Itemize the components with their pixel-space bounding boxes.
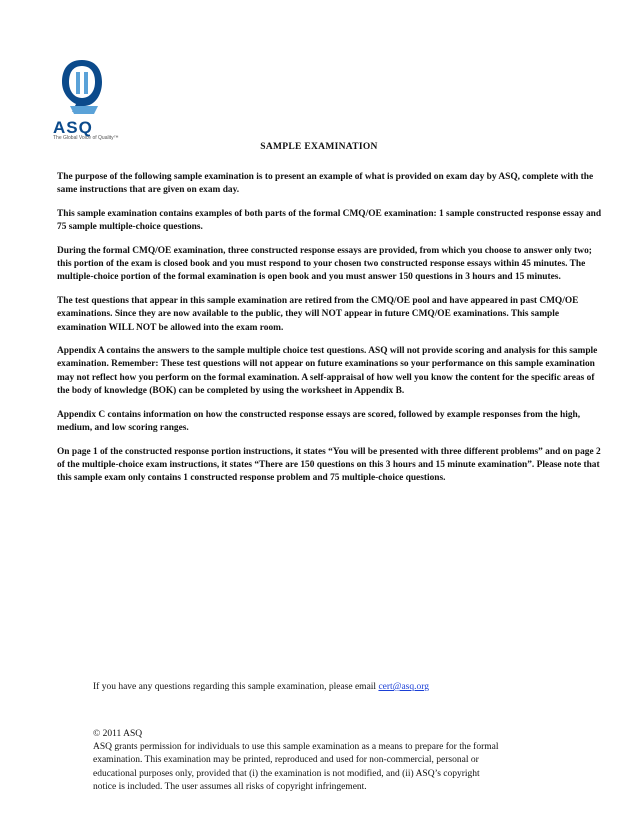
logo-tagline: The Global Voice of Quality™: [53, 135, 119, 141]
permission-line: examination. This examination may be printed, reproduced and used for non-commercial, personal or: [93, 755, 479, 766]
contact-text: If you have any questions regarding this sample examination, please email: [93, 682, 379, 692]
paragraph: During the formal CMQ/OE examination, three constructed response essays are provided, from which you choose to answer only two; this portion of the exam is closed book and you must respond to your chosen two constructed response essays within 45 minutes. The multiple-choice portion of the formal examination is open book and you must answer 150 questions in 3 hours and 15 minutes.: [57, 245, 592, 283]
contact-line: [93, 682, 429, 692]
permission-line: notice is included. The user assumes all risks of copyright infringement.: [93, 781, 367, 792]
logo-brand: ASQ: [53, 118, 93, 137]
paragraph: Appendix A contains the answers to the sample multiple choice test questions. ASQ will not provide scoring and analysis for this sample examination. Remember: These test questions will not appear on future examinations so your performance on this sample examination may not reflect how you perform on the formal examination. A self-appraisal of how well you know the content for the specific areas of the body of knowledge (BOK) can be completed by using the worksheet in Appendix B.: [57, 346, 598, 397]
contact-email-link[interactable]: cert@asq.org: [378, 682, 429, 692]
copyright-block: [93, 728, 563, 794]
permission-line: ASQ grants permission for individuals to use this sample examination as a means to prepare for the formal: [93, 742, 499, 753]
document-body: [57, 171, 605, 496]
paragraph: On page 1 of the constructed response portion instructions, it states “You will be presented with three different problems” and on page 2 of the multiple-choice exam instructions, it states “There are 150 questions on this 3 hours and 15 minute examination”. Please note that this sample exam only contains 1 constructed response problem and 75 multiple-choice questions.: [57, 446, 601, 484]
paragraph: Appendix C contains information on how the constructed response essays are scored, followed by example responses from the high, medium, and low scoring ranges.: [57, 409, 581, 434]
permission-line: educational purposes only, provided that (i) the examination is not modified, and (ii) ASQ’s copyright: [93, 768, 480, 779]
page-title: SAMPLE EXAMINATION: [260, 142, 378, 152]
paragraph: The purpose of the following sample examination is to present an example of what is provided on exam day by ASQ, complete with the same instructions that are given on exam day.: [57, 172, 594, 196]
paragraph: The test questions that appear in this sample examination are retired from the CMQ/OE pool and have appeared in past CMQ/OE examinations. Since they are now available to the public, they will NOT appear in future CMQ/OE examinations. This sample examination WILL NOT be allowed into the exam room.: [57, 295, 579, 333]
copyright-notice: © 2011 ASQ: [93, 729, 143, 739]
paragraph: This sample examination contains examples of both parts of the formal CMQ/OE examination: 1 sample constructed response essay and 75 sample multiple-choice questions.: [57, 208, 602, 233]
